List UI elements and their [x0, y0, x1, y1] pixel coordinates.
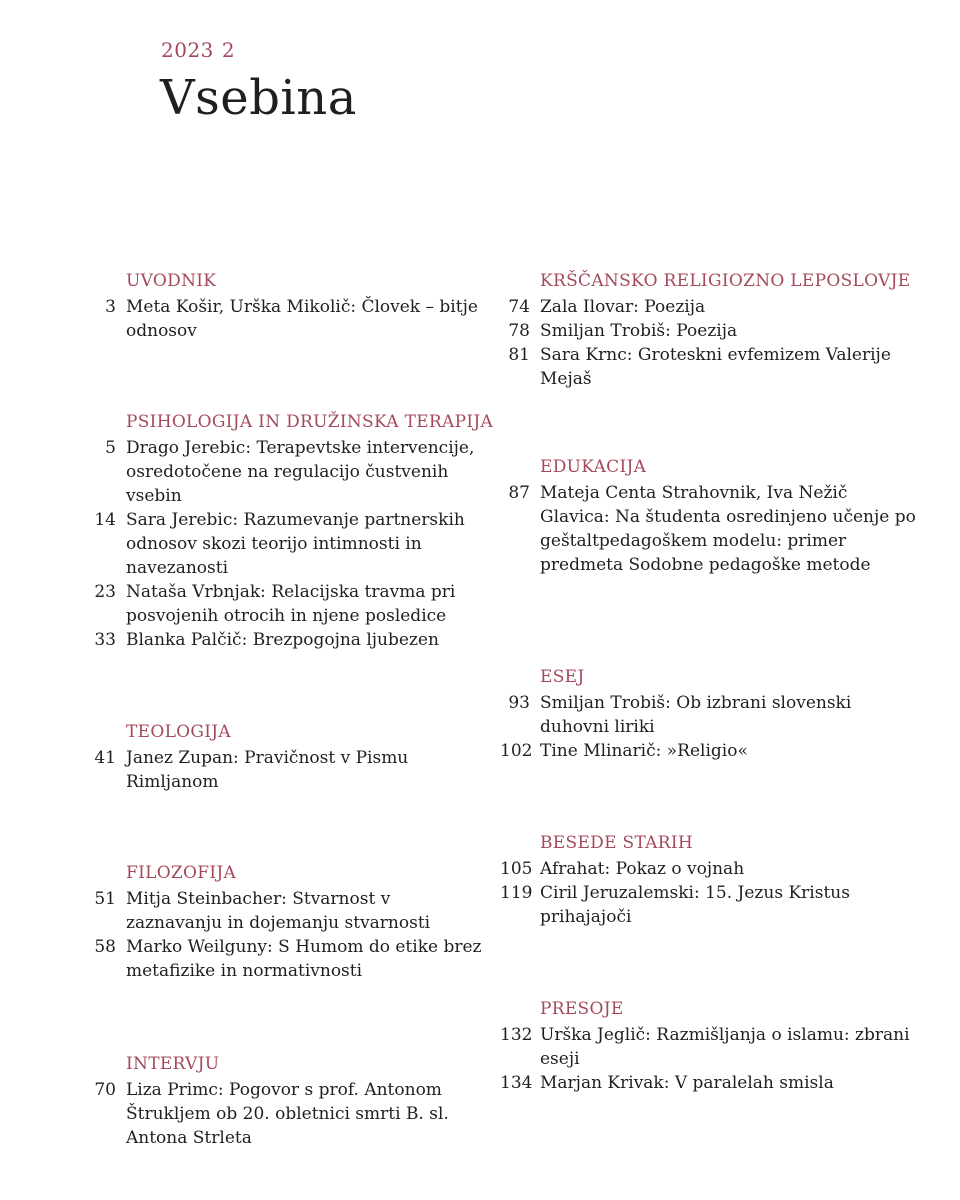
issue-number: 2: [221, 38, 236, 62]
page-number: 81: [508, 345, 530, 365]
entry-title: Ciril Jeruzalemski: 15. Jezus Kristus prihajajoči: [540, 883, 850, 927]
page-number: 33: [94, 630, 116, 650]
toc-entry[interactable]: [86, 295, 486, 343]
toc-entry[interactable]: [500, 343, 920, 391]
entry-title: Smiljan Trobiš: Ob izbrani slovenski duhovni liriki: [540, 693, 852, 737]
issue-label: [161, 38, 235, 62]
entry-title: Nataša Vrbnjak: Relacijska travma pri posvojenih otrocih in njene posledice: [126, 582, 456, 626]
toc-entry[interactable]: [86, 887, 486, 935]
toc-entry[interactable]: [500, 1023, 920, 1071]
toc-section-intervju: [86, 1052, 486, 1150]
toc-entry[interactable]: [500, 691, 920, 739]
toc-entry[interactable]: [500, 739, 920, 763]
toc-entry[interactable]: [500, 319, 920, 343]
toc-entry[interactable]: [86, 628, 486, 652]
entry-title: Sara Krnc: Groteskni evfemizem Valerije Mejaš: [540, 345, 891, 389]
toc-entry[interactable]: [86, 436, 486, 508]
toc-section-filozofija: [86, 861, 486, 983]
toc-entry[interactable]: [86, 746, 486, 794]
entry-title: Urška Jeglič: Razmišljanja o islamu: zbrani eseji: [540, 1025, 910, 1069]
section-title: KRŠČANSKO RELIGIOZNO LEPOSLOVJE: [540, 271, 911, 291]
toc-entry[interactable]: [86, 1078, 486, 1150]
toc-entry[interactable]: [86, 508, 486, 580]
section-title: EDUKACIJA: [540, 457, 647, 477]
entry-title: Zala Ilovar: Poezija: [540, 297, 706, 317]
toc-section-esej: [500, 665, 920, 763]
page-number: 51: [94, 889, 116, 909]
toc-section-teologija: [86, 720, 486, 794]
entry-title: Mitja Steinbacher: Stvarnost v zaznavanju in dojemanju stvarnosti: [126, 889, 431, 933]
toc-entry[interactable]: [86, 935, 486, 983]
page-number: 105: [500, 859, 533, 879]
page-number: 132: [500, 1025, 533, 1045]
entry-title: Blanka Palčič: Brezpogojna ljubezen: [126, 630, 439, 650]
entry-title: Sara Jerebic: Razumevanje partnerskih odnosov skozi teorijo intimnosti in navezanosti: [126, 510, 465, 578]
entry-title: Meta Košir, Urška Mikolič: Človek – bitje odnosov: [126, 297, 478, 341]
page-number: 70: [94, 1080, 116, 1100]
entry-title: Tine Mlinarič: »Religio«: [540, 741, 748, 761]
toc-entry[interactable]: [500, 857, 920, 881]
page-number: 134: [500, 1073, 533, 1093]
page-number: 58: [94, 937, 116, 957]
section-title: PRESOJE: [540, 999, 624, 1019]
toc-section-psihologija: [86, 410, 494, 652]
entry-title: Smiljan Trobiš: Poezija: [540, 321, 738, 341]
page-number: 3: [105, 297, 116, 317]
entry-title: Marko Weilguny: S Humom do etike brez metafizike in normativnosti: [126, 937, 482, 981]
page-title: Vsebina: [160, 70, 357, 126]
entry-title: Afrahat: Pokaz o vojnah: [540, 859, 745, 879]
section-title: BESEDE STARIH: [540, 833, 693, 853]
page-number: 41: [94, 748, 116, 768]
section-title: PSIHOLOGIJA IN DRUŽINSKA TERAPIJA: [126, 412, 494, 432]
toc-entry[interactable]: [86, 580, 486, 628]
toc-entry[interactable]: [500, 481, 920, 577]
page-number: 23: [94, 582, 116, 602]
page-number: 14: [94, 510, 116, 530]
page-number: 102: [500, 741, 533, 761]
entry-title: Janez Zupan: Pravičnost v Pismu Rimljanom: [126, 748, 409, 792]
section-title: UVODNIK: [126, 271, 217, 291]
page-number: 5: [105, 438, 116, 458]
section-title: INTERVJU: [126, 1054, 220, 1074]
page-number: 119: [500, 883, 533, 903]
section-title: ESEJ: [540, 667, 585, 687]
page-number: 74: [508, 297, 530, 317]
section-title: TEOLOGIJA: [126, 722, 231, 742]
entry-title: Marjan Krivak: V paralelah smisla: [540, 1073, 834, 1093]
page-number: 93: [508, 693, 530, 713]
toc-section-leposlovje: [500, 269, 920, 391]
page-number: 87: [508, 483, 530, 503]
page-number: 78: [508, 321, 530, 341]
toc-section-edukacija: [500, 455, 920, 577]
entry-title: Drago Jerebic: Terapevtske intervencije, osredotočene na regulacijo čustvenih vsebin: [126, 438, 475, 506]
entry-title: Mateja Centa Strahovnik, Iva Nežič Glavica: Na študenta osredinjeno učenje po geštaltpedagoškem modelu: primer predmeta Sodobne pedagoške metode: [540, 483, 916, 575]
toc-entry[interactable]: [500, 295, 920, 319]
toc-entry[interactable]: [500, 1071, 920, 1095]
section-title: FILOZOFIJA: [126, 863, 237, 883]
issue-year: 2023: [161, 38, 214, 62]
entry-title: Liza Primc: Pogovor s prof. Antonom Štrukljem ob 20. obletnici smrti B. sl. Antona Strleta: [126, 1080, 449, 1148]
toc-section-besede-starih: [500, 831, 920, 929]
toc-entry[interactable]: [500, 881, 920, 929]
toc-section-presoje: [500, 997, 920, 1095]
toc-section-uvodnik: [86, 269, 486, 343]
